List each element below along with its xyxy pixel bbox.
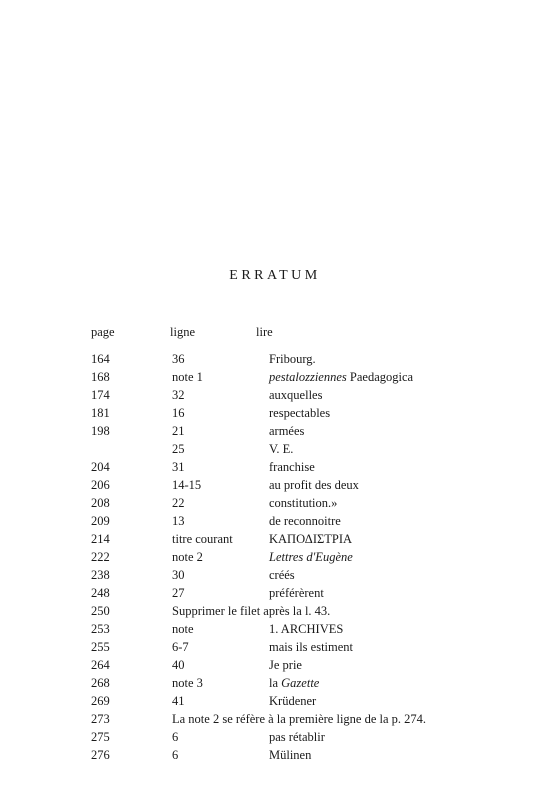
row-note: Supprimer le filet après la l. 43. (172, 604, 331, 618)
row-ligne: 16 (172, 406, 185, 420)
table-header (0, 325, 550, 341)
row-lire-part: 1. ARCHIVES (269, 622, 344, 636)
table-row (0, 568, 550, 586)
row-page: 204 (91, 460, 110, 474)
row-ligne: 6-7 (172, 640, 189, 654)
row-lire (269, 352, 316, 367)
row-lire (269, 748, 311, 763)
row-lire-part: pas rétablir (269, 730, 325, 744)
row-lire-part: Krüdener (269, 694, 317, 708)
row-ligne: note 3 (172, 676, 203, 690)
row-ligne: 27 (172, 586, 185, 600)
row-page: 198 (91, 424, 110, 438)
row-page: 269 (91, 694, 110, 708)
row-page: 181 (91, 406, 110, 420)
row-page: 275 (91, 730, 110, 744)
row-lire (269, 676, 319, 691)
row-lire-part: Gazette (281, 676, 320, 690)
header-page: page (91, 325, 115, 339)
table-row (0, 730, 550, 748)
row-ligne: 30 (172, 568, 185, 582)
row-lire (269, 694, 316, 709)
row-lire-part: Je prie (269, 658, 302, 672)
row-page: 209 (91, 514, 110, 528)
row-lire (269, 532, 352, 547)
table-row (0, 640, 550, 658)
row-lire (269, 658, 302, 673)
table-row (0, 694, 550, 712)
row-page: 206 (91, 478, 110, 492)
row-ligne: 6 (172, 748, 179, 762)
row-page: 264 (91, 658, 110, 672)
row-ligne: note 2 (172, 550, 203, 564)
row-lire (269, 496, 337, 511)
row-ligne: 13 (172, 514, 185, 528)
row-page: 238 (91, 568, 110, 582)
row-lire (269, 388, 322, 403)
row-lire (269, 640, 353, 655)
row-page: 276 (91, 748, 110, 762)
table-row (0, 478, 550, 496)
row-ligne: 14-15 (172, 478, 202, 492)
table-row (0, 352, 550, 370)
row-lire (269, 406, 330, 421)
table-row (0, 658, 550, 676)
table-row (0, 496, 550, 514)
row-lire (269, 424, 304, 439)
row-lire-part: préférèrent (269, 586, 324, 600)
row-lire-part: de reconnoitre (269, 514, 341, 528)
table-row (0, 370, 550, 388)
table-row (0, 586, 550, 604)
page-title: ERRATUM (229, 268, 321, 283)
table-row (0, 514, 550, 532)
row-lire (269, 442, 293, 457)
row-lire (269, 622, 343, 637)
table-row (0, 532, 550, 550)
row-page: 164 (91, 352, 110, 366)
row-note: La note 2 se réfère à la première ligne de la p. 274. (172, 712, 427, 726)
row-lire-part: respectables (269, 406, 331, 420)
row-ligne: 22 (172, 496, 185, 510)
row-lire (269, 586, 324, 601)
row-lire (269, 460, 315, 475)
row-ligne: 40 (172, 658, 185, 672)
row-page: 208 (91, 496, 110, 510)
row-lire-part: auxquelles (269, 388, 323, 402)
row-ligne: 31 (172, 460, 185, 474)
row-lire-part: constitution.» (269, 496, 338, 510)
row-lire-part: Fribourg. (269, 352, 316, 366)
table-row (0, 676, 550, 694)
row-page: 214 (91, 532, 110, 546)
row-lire-part: armées (269, 424, 305, 438)
row-page: 250 (91, 604, 110, 618)
row-lire-part: Mülinen (269, 748, 312, 762)
row-lire-part: ΚΑΠΟΔΙΣΤΡΙΑ (269, 532, 353, 546)
row-lire-part: la (269, 676, 282, 690)
row-page: 255 (91, 640, 110, 654)
table-row (0, 604, 550, 622)
row-lire-part: au profit des deux (269, 478, 359, 492)
table-row (0, 388, 550, 406)
row-page: 268 (91, 676, 110, 690)
row-ligne: 41 (172, 694, 185, 708)
row-lire (269, 550, 353, 565)
table-row (0, 442, 550, 460)
table-row (0, 406, 550, 424)
row-page: 168 (91, 370, 110, 384)
header-ligne: ligne (170, 325, 195, 339)
row-lire (269, 478, 359, 493)
row-lire-part: franchise (269, 460, 315, 474)
row-ligne: 25 (172, 442, 185, 456)
table-row (0, 748, 550, 766)
row-page: 222 (91, 550, 110, 564)
row-page: 248 (91, 586, 110, 600)
row-ligne: 21 (172, 424, 185, 438)
row-ligne: note 1 (172, 370, 203, 384)
row-page: 273 (91, 712, 110, 726)
row-lire-part: Paedagogica (346, 370, 414, 384)
row-page: 253 (91, 622, 110, 636)
row-lire-part: pestalozziennes (269, 370, 347, 384)
row-ligne: 6 (172, 730, 179, 744)
row-lire-part: V. E. (269, 442, 294, 456)
table-row (0, 460, 550, 478)
table-row (0, 712, 550, 730)
row-lire-part: Lettres d'Eugène (269, 550, 353, 564)
row-ligne: 36 (172, 352, 185, 366)
row-lire-part: créés (269, 568, 295, 582)
table-row (0, 424, 550, 442)
row-lire (269, 370, 413, 385)
row-ligne: note (172, 622, 194, 636)
header-lire: lire (256, 325, 273, 339)
row-ligne: titre courant (172, 532, 233, 546)
row-lire (269, 730, 325, 745)
row-lire (269, 568, 295, 583)
table-row (0, 622, 550, 640)
erratum-table (0, 352, 550, 766)
row-page: 174 (91, 388, 110, 402)
row-ligne: 32 (172, 388, 185, 402)
row-lire (269, 514, 341, 529)
row-lire-part: mais ils estiment (269, 640, 354, 654)
table-row (0, 550, 550, 568)
